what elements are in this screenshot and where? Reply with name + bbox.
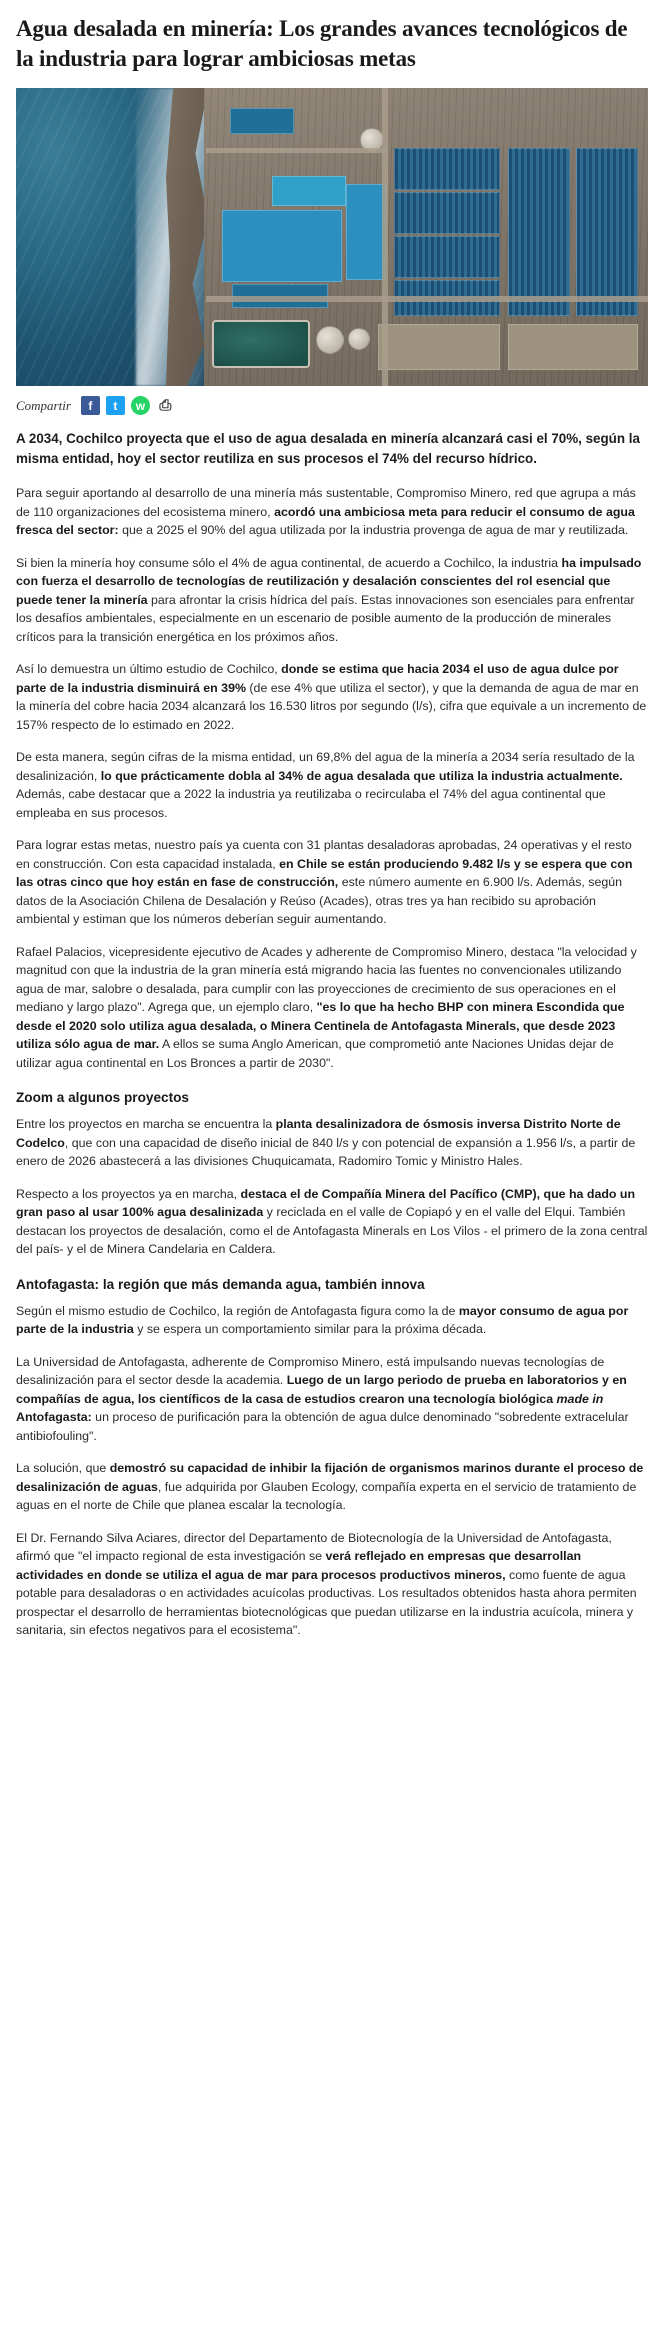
equipment-yard [508,324,638,370]
paragraph-2 [16,554,648,647]
section-heading-projects: Zoom a algunos proyectos [16,1090,189,1105]
text-run-bold: "es lo que ha hecho BHP con minera Escondida que desde el 2020 solo utiliza agua desalada, o Minera Centinela de Antofagasta Minerals, que desde 2023 utiliza sólo agua de mar. [16,1000,625,1051]
paragraph-1 [16,484,648,540]
text-run-bold: ha impulsado con fuerza el desarrollo de tecnologías de reutilización y desalación conscientes del rol esencial que puede tener la minería [16,555,642,607]
storage-tank [316,326,344,354]
print-icon[interactable]: ⎙ [159,397,172,414]
text-run-bold: donde se estima que hacia 2034 el uso de agua dulce por parte de la industria disminuirá en 39% [16,662,619,695]
text-run-bold: planta desalinizadora de ósmosis inversa Distrito Norte de Codelco [16,1117,621,1150]
share-bar [16,396,648,415]
text-run-bold: mayor consumo de agua por parte de la industria [16,1303,629,1336]
building-roof [346,184,386,280]
equipment-yard [378,324,500,370]
paragraph-3 [16,660,648,734]
text-run-bold: destaca el de Compañía Minera del Pacífico (CMP), que ha dado un gran paso al usar 100% agua desalinizada [16,1186,636,1219]
text-run-italic: made in [556,1391,604,1406]
text-run: Además, cabe destacar que a 2022 la industria ya reutilizaba o recirculaba el 74% del agua continental que empleaba en sus procesos. [16,787,606,820]
text-run: Para lograr estas metas, nuestro país ya cuenta con 31 plantas desaladoras aprobadas, 24 operativas y el resto en construcción. Con esta capacidad instalada, [16,838,632,871]
text-run: Entre los proyectos en marcha se encuentra la [16,1117,276,1131]
panel-array [394,236,500,278]
text-run-bold: en Chile se están produciendo 9.482 l/s y se espera que con las otras cinco que hoy están en fase de construcción, [16,856,633,889]
text-run: La solución, que [16,1461,110,1475]
access-road [382,88,388,386]
access-road [206,296,648,302]
section-heading-antofagasta: Antofagasta: la región que más demanda agua, también innova [16,1276,425,1292]
text-run-bold: lo que prácticamente dobla al 34% de agua desalada que utiliza la industria actualmente. [100,768,623,783]
whatsapp-icon[interactable]: w [131,396,150,415]
settling-pond [212,320,310,368]
paragraph-7 [16,1115,648,1171]
lead-paragraph: A 2034, Cochilco proyecta que el uso de agua desalada en minería alcanzará casi el 70%, según la misma entidad, hoy el sector reutiliza en sus procesos el 74% del recurso hídrico. [16,431,640,466]
paragraph-9 [16,1302,648,1339]
text-run: Luego de un largo periodo de prueba en laboratorios y en compañías de agua, los científicos de la casa de estudios crearon una tecnología biológica [16,1373,627,1406]
text-run: que a 2025 el 90% del agua utilizada por la industria provenga de agua de mar y reutilizada. [118,523,629,537]
text-run-bold: demostró su capacidad de inhibir la fijación de organismos marinos durante el proceso de desalinización de aguas [16,1461,644,1494]
panel-array [576,148,638,316]
paragraph-8 [16,1185,648,1259]
text-run: Rafael Palacios, vicepresidente ejecutivo de Acades y adherente de Compromiso Minero, destaca "la velocidad y magnitud con que la industria de la gran minería está migrando hacia las fuentes no convencionales utilizando agua de mar, salobre o desalada, para cumplir con las proyecciones de crecimiento de sus operaciones en el mediano y largo plazo". Agrega que, un ejemplo claro, [16,944,637,1014]
text-run: y reciclada en el valle de Copiapó y en el valle del Elqui. También destacan los proyectos de desalación, como el de Antofagasta Minerals en Los Vilos - el primero de la zona central del país- y el de Minera Candelaria en Caldera. [16,1205,648,1256]
text-run-bold: verá reflejado en empresas que desarrollan actividades en donde se utiliza el agua de mar para procesos productivos mineros, [16,1549,582,1582]
storage-tank [348,328,370,350]
panel-array [508,148,570,316]
page-title: Agua desalada en minería: Los grandes avances tecnológicos de la industria para lograr ambiciosas metas [16,16,628,71]
text-run: A ellos se suma Anglo American, que comprometió ante Naciones Unidas dejar de utilizar agua continental en Los Bronces a partir de 2030". [16,1037,614,1070]
text-run: como fuente de agua potable para desaladoras o en actividades acuícolas productivas. Los resultados obtenidos hasta ahora permiten prospectar el desarrollo de herramientas biotecnológicas que puedan utilizarse en la industria acuícola, minera y sanitaria, sin efectos negativos para el ecosistema". [16,1567,637,1637]
twitter-icon[interactable]: t [106,396,125,415]
panel-array [394,192,500,234]
text-run: La Universidad de Antofagasta, adherente de Compromiso Minero, está impulsando nuevas tecnologías de desalinización para el sector desde la academia. [16,1354,605,1387]
text-run: De esta manera, según cifras de la misma entidad, un 69,8% del agua de la minería a 2034 sería resultado de la desalinización, [16,750,635,783]
text-run: Así lo demuestra un último estudio de Cochilco, [16,662,282,676]
text-run: y se espera un comportamiento similar para la próxima década. [133,1322,487,1336]
text-run: (de ese 4% que utiliza el sector), y que la demanda de agua de mar en la minería del cobre hacia 2034 alcanzará los 16.530 litros por segundo (l/s), cifra que equivale a un incremento de 157% respecto de lo estimado en 2022. [16,680,647,732]
text-run: El Dr. Fernando Silva Aciares, director del Departamento de Biotecnología de la Universidad de Antofagasta, afirmó que "el impacto regional de esta investigación se [16,1530,612,1563]
paragraph-5 [16,836,648,929]
building-roof [222,210,342,282]
paragraph-6 [16,943,648,1073]
text-run: Si bien la minería hoy consume sólo el 4% de agua continental, de acuerdo a Cochilco, la industria [16,555,562,570]
text-run-bold: acordó una ambiciosa meta para reducir el consumo de agua fresca del sector: [16,504,635,537]
text-run: un proceso de purificación para la obtención de agua dulce denominado "sobredente extracelular antibiofouling". [16,1410,629,1443]
text-run: Para seguir aportando al desarrollo de una minería más sustentable, Compromiso Minero, red que agrupa a más de 110 organizaciones del ecosistema minero, [16,486,636,519]
paragraph-12 [16,1529,648,1640]
panel-array [394,148,500,190]
facebook-icon[interactable]: f [81,396,100,415]
paragraph-11 [16,1459,648,1515]
text-run: Según el mismo estudio de Cochilco, la región de Antofagasta figura como la de [16,1303,459,1318]
paragraph-10 [16,1353,648,1446]
text-run: para afrontar la crisis hídrica del país. Estas innovaciones son esenciales para enfrentar los desafíos ambientales, especialmente en un escenario de posible aumento de la producción de minerales críticos para la transición energética en los próximos años. [16,592,635,644]
building-roof [272,176,346,206]
share-label: Compartir [16,397,71,413]
text-run: Respecto a los proyectos ya en marcha, [16,1186,241,1201]
text-run: , fue adquirida por Glauben Ecology, compañía experta en el servicio de tratamiento de aguas en el norte de Chile que planea escalar la tecnología. [16,1479,637,1512]
hero-image [16,88,648,386]
text-run: este número aumente en 6.900 l/s. Además, según datos de la Asociación Chilena de Desalación y Reúso (Acades), otras tres ya han recibido su aprobación ambiental y estiman que los números deberían seguir aumentando. [16,875,623,926]
text-run: Antofagasta: [16,1410,92,1424]
access-road [206,148,386,153]
text-run: , que con una capacidad de diseño inicial de 840 l/s y con potencial de expansión a 1.956 l/s, a partir de enero de 2026 abastecerá a las divisiones Chuquicamata, Radomiro Tomic y Ministro Hales. [16,1135,636,1168]
building-roof [230,108,294,134]
paragraph-4 [16,748,648,822]
